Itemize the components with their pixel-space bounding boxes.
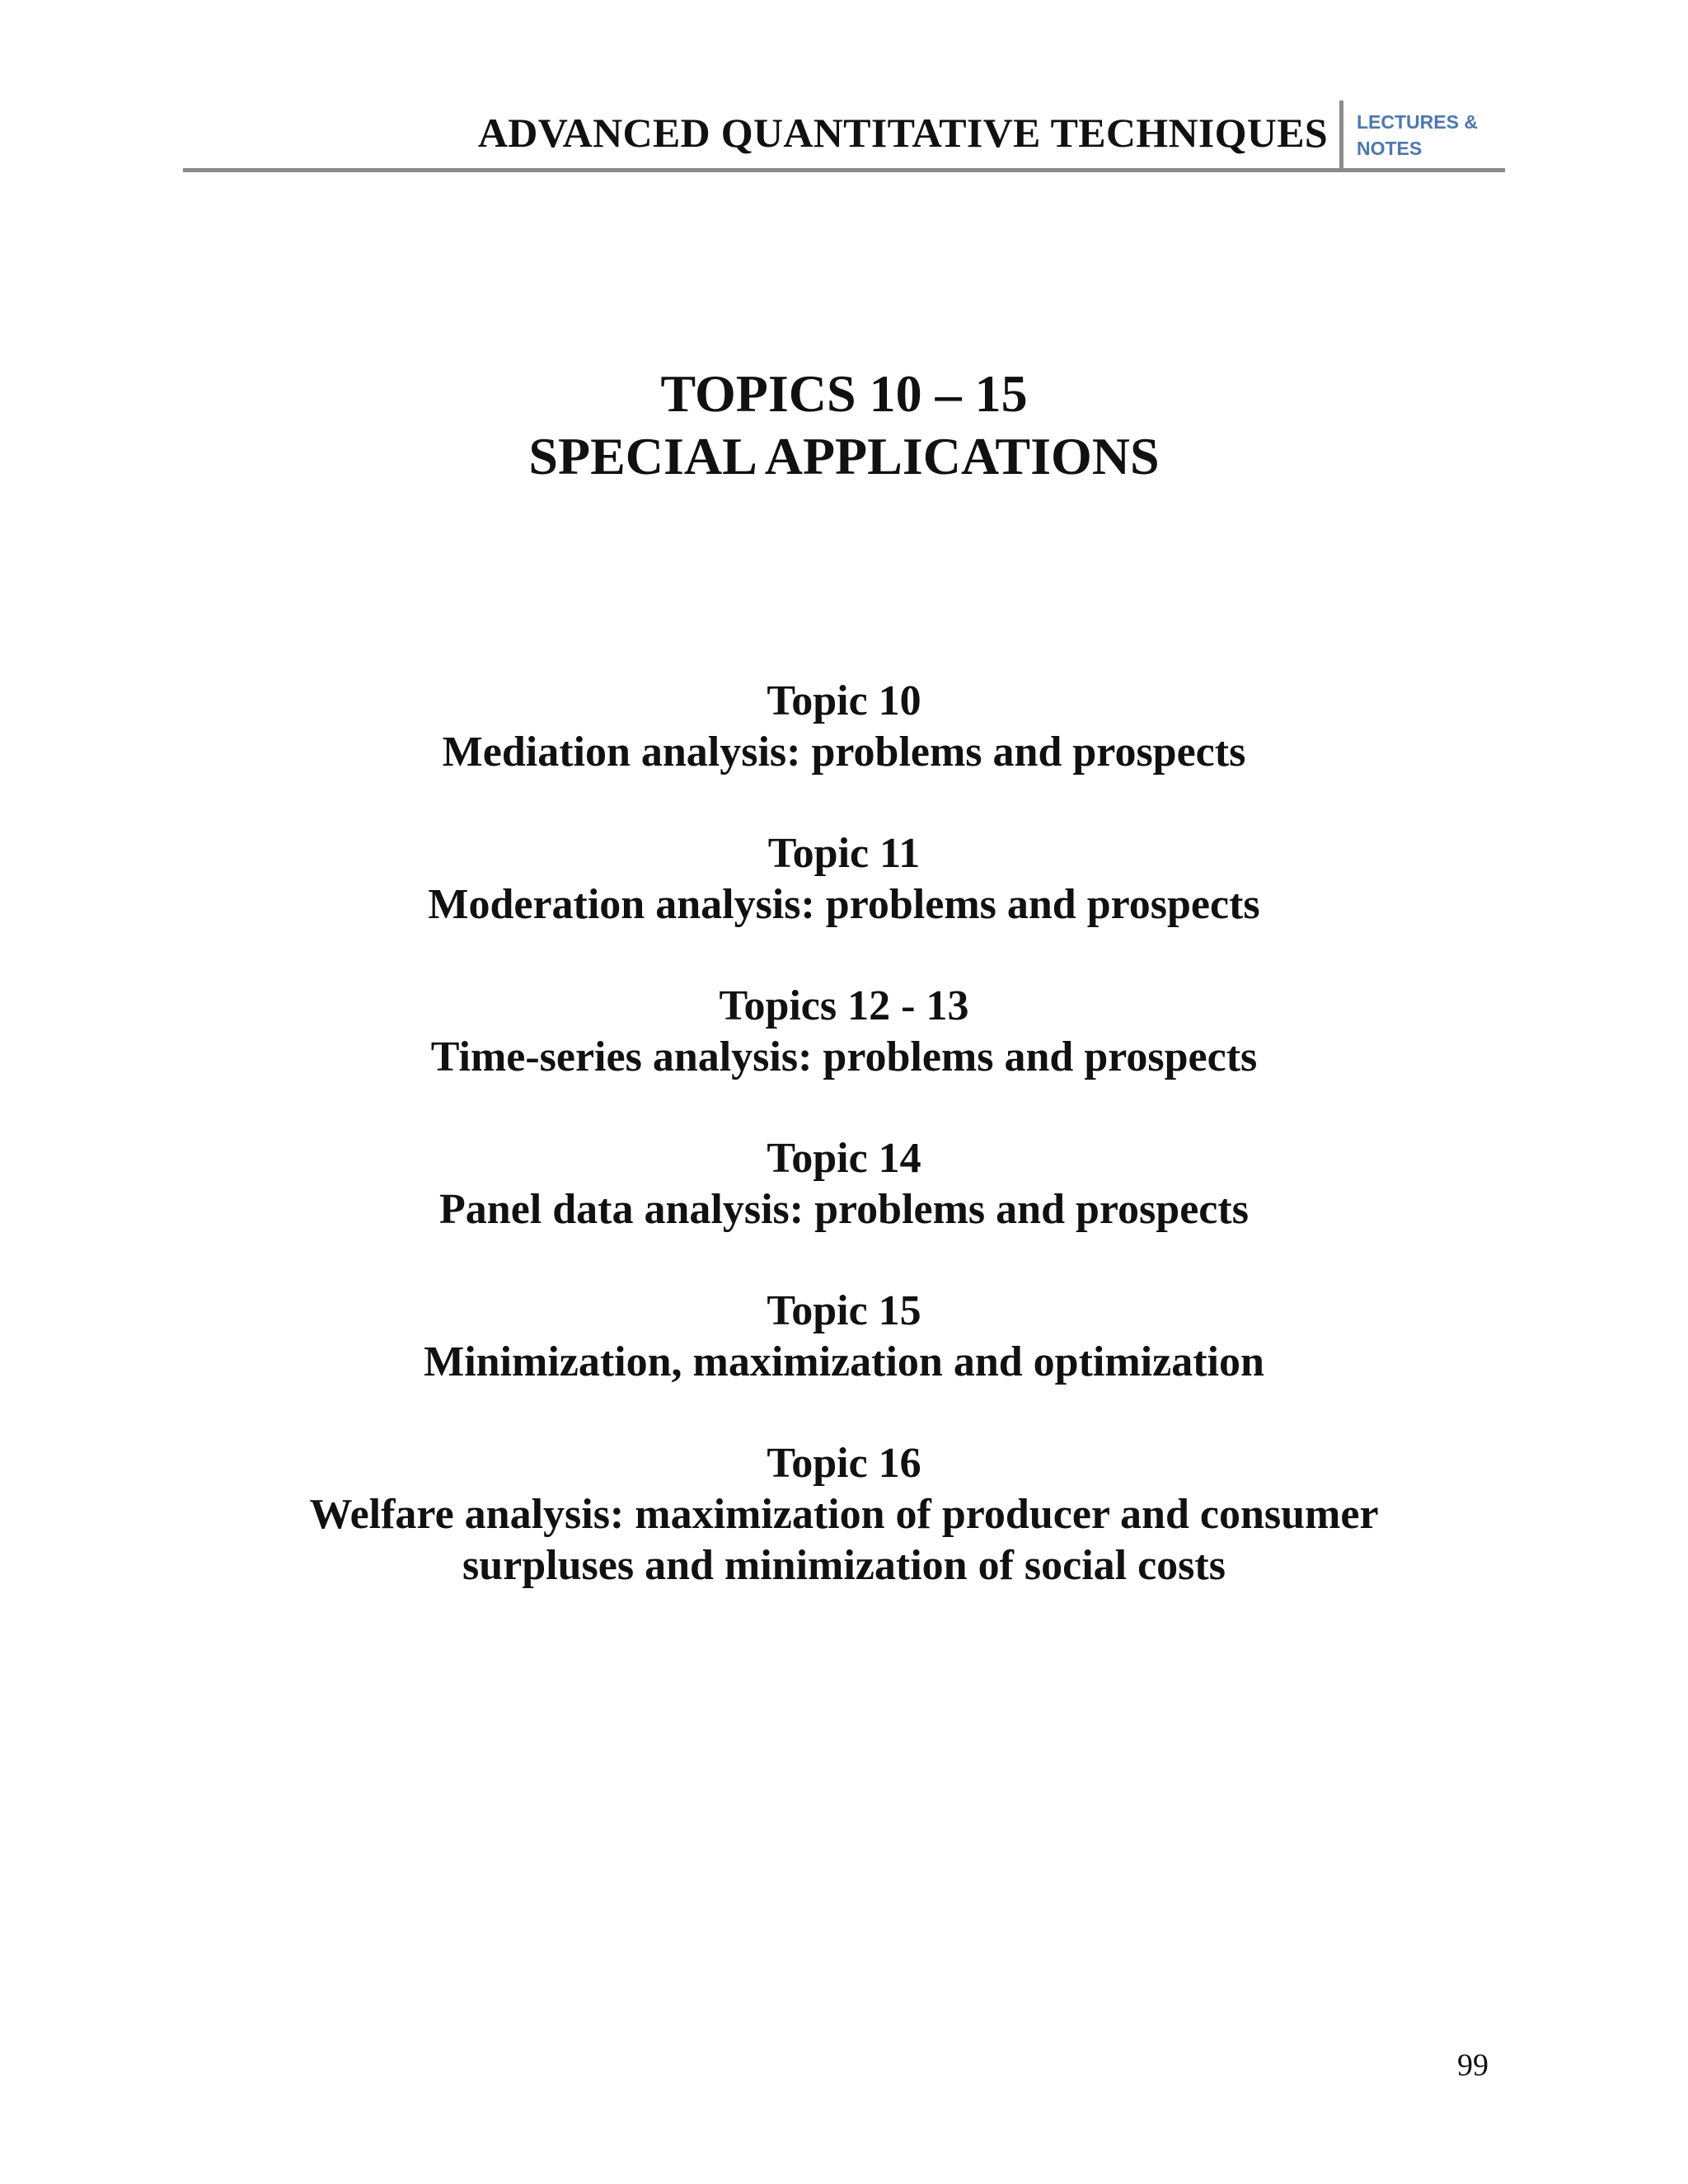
section-title-line2: SPECIAL APPLICATIONS: [528, 427, 1160, 485]
topic-label: Topics 12 - 13: [719, 982, 969, 1029]
topic-title: Panel data analysis: problems and prospects: [439, 1186, 1249, 1233]
topic-title-line1: Welfare analysis: maximization of producer and consumer: [309, 1491, 1379, 1538]
topic-label: Topic 16: [767, 1440, 921, 1487]
topic-title: Mediation analysis: problems and prospects: [442, 729, 1246, 776]
topic-list: [0, 676, 1688, 1642]
topic-item: [0, 981, 1688, 1083]
page-number: 99: [1457, 2048, 1489, 2083]
topic-item: [0, 828, 1688, 930]
topic-label: Topic 11: [767, 830, 921, 877]
document-title: ADVANCED QUANTITATIVE TECHNIQUES: [477, 110, 1328, 156]
topic-item: [0, 1286, 1688, 1388]
section-title: [0, 363, 1688, 488]
topic-item: [0, 1438, 1688, 1591]
topic-title-line2: surpluses and minimization of social costs: [462, 1542, 1226, 1589]
page-header: [183, 97, 1505, 173]
header-rule: [183, 168, 1505, 172]
header-badge: [1357, 109, 1478, 162]
topic-title: Minimization, maximization and optimization: [424, 1338, 1264, 1385]
topic-label: Topic 15: [767, 1287, 921, 1334]
header-badge-line1: LECTURES &: [1357, 111, 1478, 133]
topic-item: [0, 1133, 1688, 1235]
topic-label: Topic 10: [767, 677, 921, 724]
topic-label: Topic 14: [767, 1135, 921, 1182]
topic-item: [0, 676, 1688, 778]
topic-title: Moderation analysis: problems and prospects: [428, 881, 1260, 928]
topic-title: Time-series analysis: problems and prospects: [430, 1033, 1258, 1080]
header-divider: [1339, 101, 1343, 171]
header-badge-line2: NOTES: [1357, 138, 1423, 159]
section-title-line1: TOPICS 10 – 15: [660, 364, 1028, 423]
